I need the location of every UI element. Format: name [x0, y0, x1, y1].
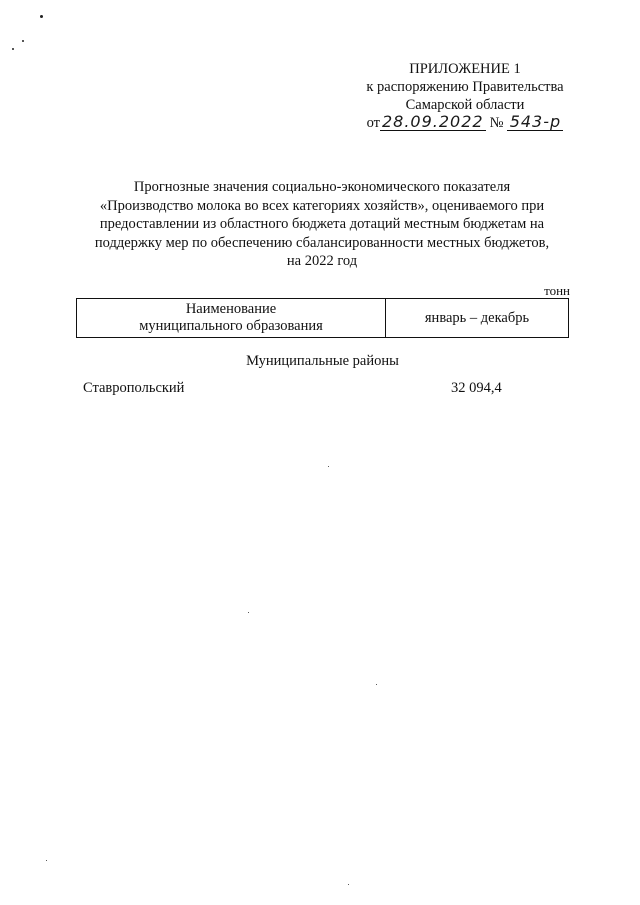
section-heading: Муниципальные районы: [246, 353, 399, 369]
table-header: [76, 298, 569, 338]
header-period-cell: январь – декабрь: [424, 309, 530, 326]
scan-speck: [46, 860, 47, 861]
appendix-line-2: Самарской области: [405, 97, 525, 113]
row-value: 32 094,4: [451, 380, 502, 396]
unit-label: тонн: [544, 283, 570, 298]
row-name: Ставропольский: [83, 380, 185, 396]
scan-speck: [348, 884, 349, 885]
from-label: от: [366, 115, 380, 131]
order-reference: [355, 114, 575, 132]
appendix-title: ПРИЛОЖЕНИЕ 1: [409, 61, 521, 77]
title-line-2: «Производство молока во всех категориях хозяйств», оцениваемого при: [99, 197, 545, 214]
document-title: [72, 178, 572, 271]
header-name-line-2: муниципального образования: [139, 318, 323, 334]
title-line-5: на 2022 год: [286, 253, 358, 269]
scan-speck: [12, 48, 14, 50]
order-number: 543-р: [507, 114, 563, 131]
title-line-3: предоставлении из областного бюджета дотаций местным бюджетам на: [99, 216, 545, 232]
scan-speck: [22, 40, 24, 42]
header-name-line-1: Наименование: [185, 301, 277, 317]
scan-speck: [40, 15, 43, 18]
title-line-1: Прогнозные значения социально-экономического показателя: [133, 179, 511, 195]
number-label: №: [489, 115, 504, 131]
scan-speck: [328, 466, 329, 467]
title-line-4: поддержку мер по обеспечению сбалансированности местных бюджетов,: [94, 234, 550, 251]
appendix-header: [355, 60, 575, 132]
scan-speck: [248, 612, 249, 613]
scan-speck: [376, 684, 377, 685]
order-date: 28.09.2022: [381, 112, 484, 131]
appendix-line-1: к распоряжению Правительства: [366, 79, 564, 95]
header-name-cell: [77, 299, 386, 337]
